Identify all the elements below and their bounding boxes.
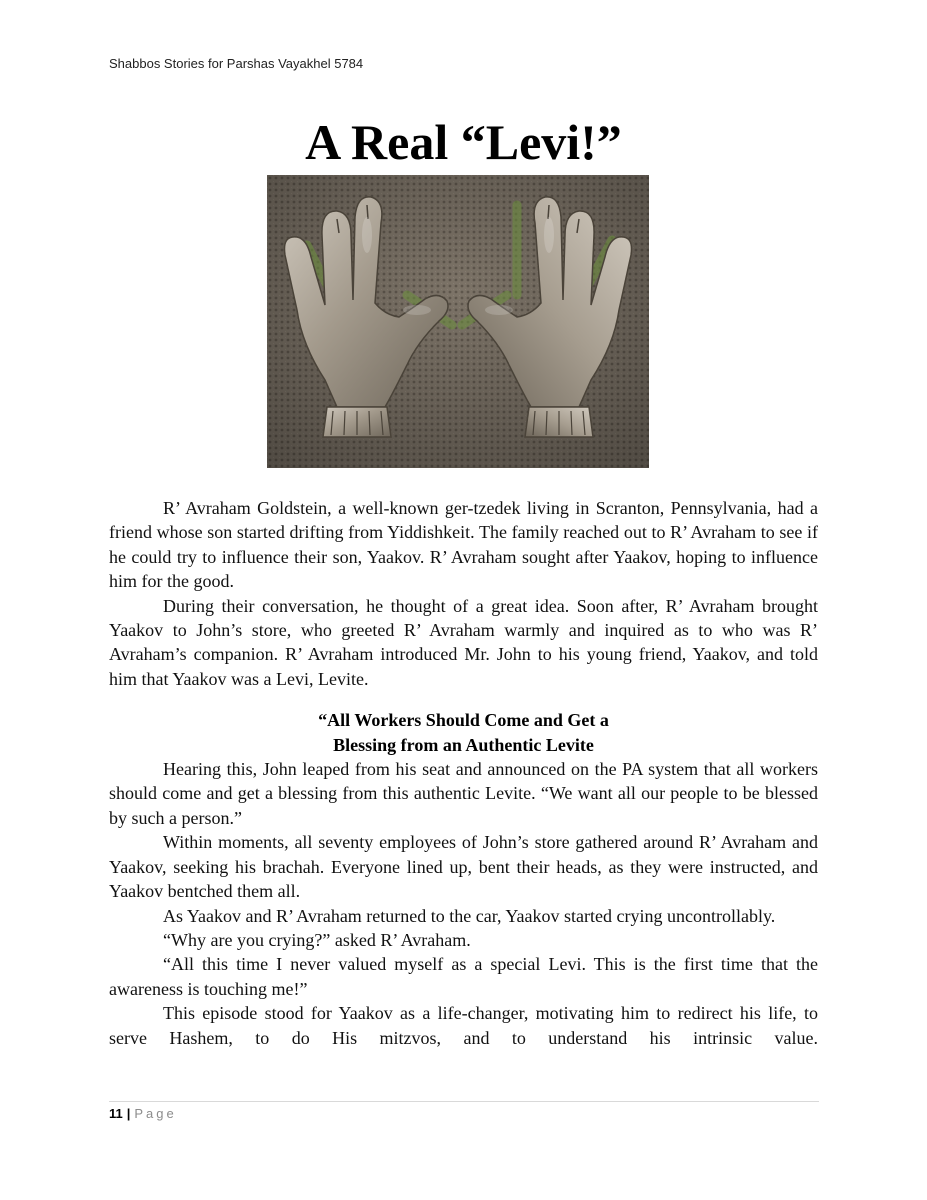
article-title: A Real “Levi!” — [305, 114, 622, 170]
footer-separator: | — [126, 1106, 131, 1121]
subheading-line: “All Workers Should Come and Get a — [318, 710, 609, 731]
paragraph: R’ Avraham Goldstein, a well-known ger-tzedek living in Scranton, Pennsylvania, had a friend whose son started drifting from Yiddishkeit. The family reached out to R’ Avraham to see if he could try to influence their son, Yaakov. R’ Avraham sought after Yaakov, hoping to influence him for the good. — [109, 498, 818, 592]
paragraph: This episode stood for Yaakov as a life-changer, motivating him to redirect his life, to serve Hashem, to do His mitzvos, and to understand his intrinsic value. — [109, 1003, 818, 1048]
page-number: 11 — [109, 1106, 123, 1121]
page-footer — [109, 1106, 177, 1121]
subheading-line: Blessing from an Authentic Levite — [333, 734, 594, 755]
running-header: Shabbos Stories for Parshas Vayakhel 5784 — [109, 56, 364, 71]
priestly-hands-relief-image — [267, 175, 649, 468]
paragraph: During their conversation, he thought of a great idea. Soon after, R’ Avraham brought Yaakov to John’s store, who greeted R’ Avraham warmly and inquired as to who was R’ Avraham’s companion. R’ Avraham introduced Mr. John to his young friend, Yaakov, and told him that Yaakov was a Levi, Levite. — [109, 595, 818, 689]
paragraph: Hearing this, John leaped from his seat and announced on the PA system that all workers should come and get a blessing from this authentic Levite. “We want all our people to be blessed by such a person.” — [109, 759, 818, 828]
section-subheading — [109, 708, 818, 757]
paragraph: Within moments, all seventy employees of John’s store gathered around R’ Avraham and Yaakov, seeking his brachah. Everyone lined up, bent their heads, as they were instructed, and Yaakov bentched them all. — [109, 832, 818, 902]
page-label: Page — [134, 1106, 177, 1121]
footer-divider — [109, 1101, 819, 1102]
paragraph: “All this time I never valued myself as a special Levi. This is the first time that the awareness is touching me!” — [109, 954, 818, 999]
article-body — [109, 496, 818, 1050]
paragraph: As Yaakov and R’ Avraham returned to the car, Yaakov started crying uncontrollably. — [163, 905, 776, 926]
paragraph: “Why are you crying?” asked R’ Avraham. — [163, 929, 471, 950]
